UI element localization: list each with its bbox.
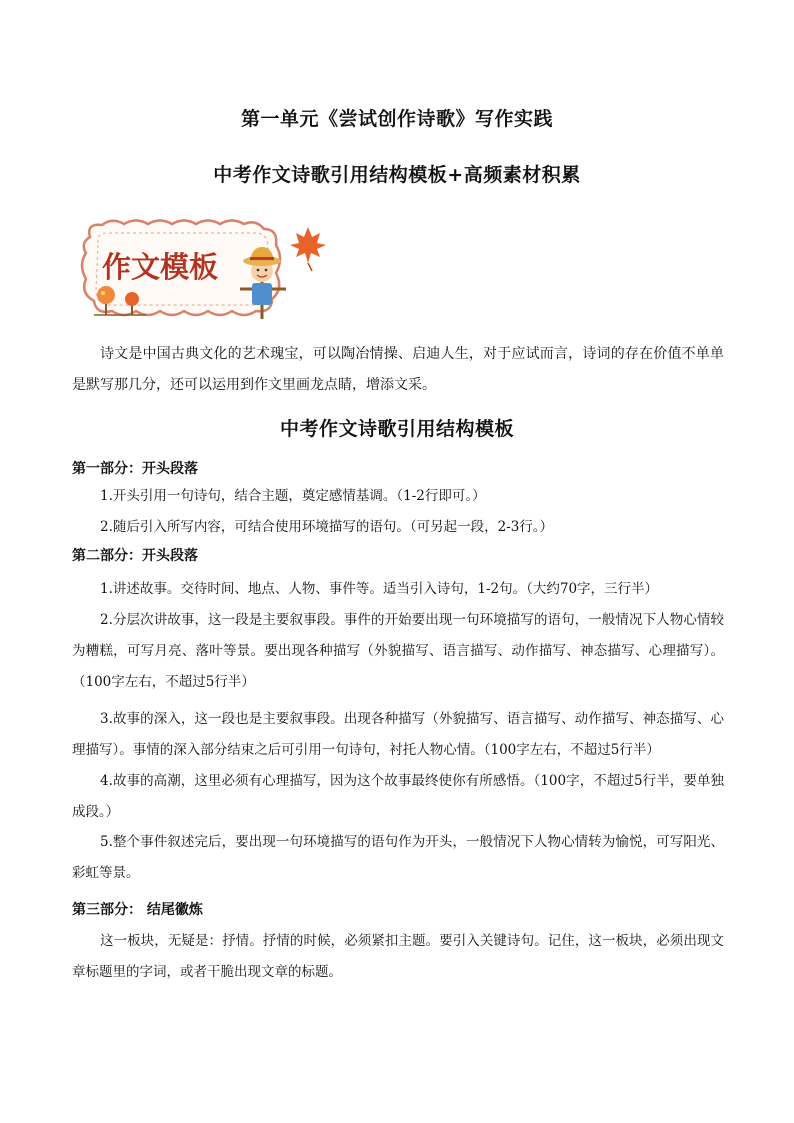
part2-item-4: 4.故事的高潮，这里必须有心理描写，因为这个故事最终使你有所感悟。（100字，不超过5行半，要单独成段。） (72, 773, 724, 820)
banner-label: 作文模板 (102, 250, 219, 284)
part2-heading: 第二部分：开头段落 (72, 548, 198, 564)
maple-leaf-icon (290, 227, 326, 271)
document-subtitle: 中考作文诗歌引用结构模板+高频素材积累 (213, 164, 581, 186)
section-title: 中考作文诗歌引用结构模板 (279, 418, 514, 440)
part2-item-1: 1.讲述故事。交待时间、地点、人物、事件等。适当引入诗句，1-2句。（大约70字，三行半） (100, 581, 659, 597)
part2-item-5: 5.整个事件叙述完后，要出现一句环境描写的语句作为开头，一般情况下人物心情转为愉悦，可写阳光、彩虹等景。 (72, 834, 724, 881)
part3-paragraph: 这一板块，无疑是：抒情。抒情的时候，必须紧扣主题。要引入关键诗句。记住，这一板块，必须出现文章标题里的字词，或者干脆出现文章的标题。 (72, 933, 724, 980)
part2-item-3: 3.故事的深入，这一段也是主要叙事段。出现各种描写（外貌描写、语言描写、动作描写、神态描写、心理描写）。事情的深入部分结束之后可引用一句诗句，衬托人物心情。（100字左右，不超过5行半） (72, 711, 724, 758)
part3-heading: 第三部分： 结尾徽炼 (72, 902, 203, 918)
part1-item-1: 1.开头引用一句诗句，结合主题，奠定感情基调。（1-2行即可。） (100, 488, 486, 504)
template-banner (72, 215, 327, 320)
part2-item-2: 2.分层次讲故事，这一段是主要叙事段。事件的开始要出现一句环境描写的语句，一般情况下人物心情较为糟糕，可写月亮、落叶等景。要出现各种描写（外貌描写、语言描写、动作描写、神态描写、心理描写）。（100字左右，不超过5行半） (72, 612, 724, 690)
intro-paragraph: 诗文是中国古典文化的艺术瑰宝，可以陶冶情操、启迪人生，对于应试而言，诗词的存在价值不单单是默写那几分，还可以运用到作文里画龙点睛，增添文采。 (72, 346, 724, 393)
part1-item-2: 2.随后引入所写内容，可结合使用环境描写的语句。（可另起一段，2-3行。） (100, 519, 554, 535)
part1-heading: 第一部分：开头段落 (72, 461, 198, 477)
document-title: 第一单元《尝试创作诗歌》写作实践 (240, 108, 553, 130)
